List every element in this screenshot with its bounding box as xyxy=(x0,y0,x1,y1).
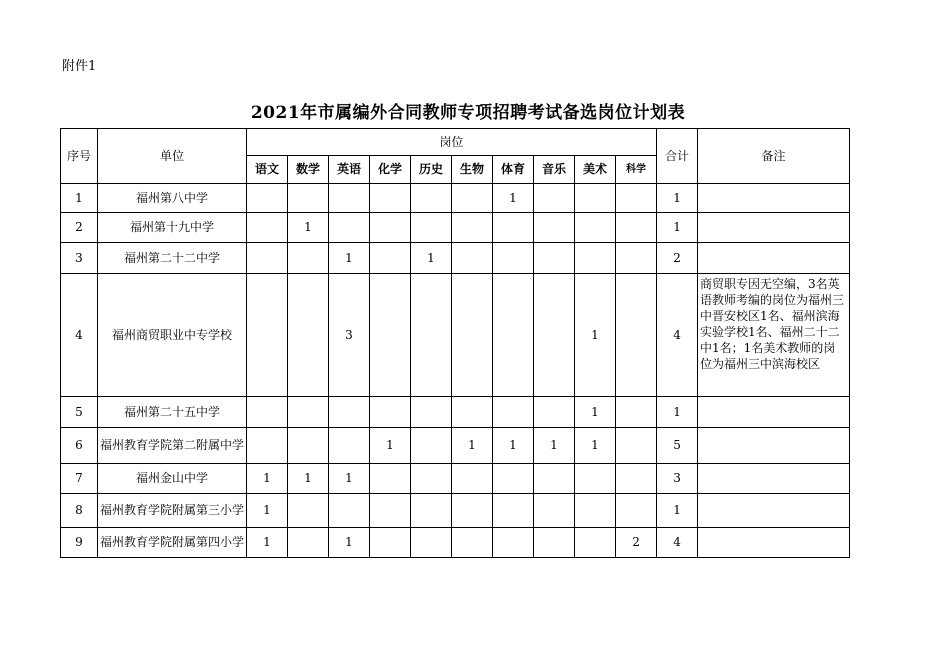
table-row xyxy=(61,464,850,494)
post-count-cell xyxy=(288,184,329,213)
row-seq: 8 xyxy=(61,494,98,528)
table-row xyxy=(61,494,850,528)
post-count-cell xyxy=(370,397,411,428)
attachment-label: 附件1 xyxy=(62,59,97,74)
post-count-cell xyxy=(493,464,534,494)
table-row xyxy=(61,184,850,213)
post-count-cell xyxy=(534,494,575,528)
post-count-cell xyxy=(411,213,452,243)
row-note xyxy=(698,494,850,528)
header-posts: 岗位 xyxy=(247,129,657,156)
post-count-cell xyxy=(575,464,616,494)
post-count-cell: 1 xyxy=(575,274,616,397)
row-note xyxy=(698,213,850,243)
row-note xyxy=(698,464,850,494)
header-total: 合计 xyxy=(657,129,698,184)
row-note xyxy=(698,428,850,464)
post-count-cell: 1 xyxy=(247,528,288,558)
header-unit: 单位 xyxy=(98,129,247,184)
post-count-cell xyxy=(288,528,329,558)
row-unit: 福州金山中学 xyxy=(98,464,247,494)
post-count-cell: 1 xyxy=(329,464,370,494)
subject-header: 语文 xyxy=(247,156,288,184)
row-total: 1 xyxy=(657,213,698,243)
post-count-cell xyxy=(452,397,493,428)
post-count-cell xyxy=(493,528,534,558)
post-count-cell xyxy=(534,528,575,558)
post-count-cell xyxy=(616,494,657,528)
post-count-cell: 2 xyxy=(616,528,657,558)
row-seq: 2 xyxy=(61,213,98,243)
post-count-cell xyxy=(329,428,370,464)
row-seq: 1 xyxy=(61,184,98,213)
post-count-cell xyxy=(575,528,616,558)
post-count-cell: 1 xyxy=(370,428,411,464)
row-seq: 5 xyxy=(61,397,98,428)
post-count-cell xyxy=(452,213,493,243)
post-count-cell xyxy=(411,428,452,464)
table-row xyxy=(61,428,850,464)
post-count-cell xyxy=(452,464,493,494)
post-count-cell xyxy=(575,494,616,528)
subject-header: 美术 xyxy=(575,156,616,184)
post-count-cell xyxy=(288,274,329,397)
row-seq: 7 xyxy=(61,464,98,494)
header-row xyxy=(61,129,850,156)
row-note: 商贸职专因无空编，3名英语教师考编的岗位为福州三中晋安校区1名、福州滨海实验学校1名、福州二十二中1名；1名美术教师的岗位为福州三中滨海校区 xyxy=(698,274,850,397)
post-count-cell xyxy=(534,397,575,428)
table-row xyxy=(61,243,850,274)
post-count-cell xyxy=(534,243,575,274)
subject-header: 历史 xyxy=(411,156,452,184)
row-total: 3 xyxy=(657,464,698,494)
row-total: 4 xyxy=(657,274,698,397)
row-unit: 福州第八中学 xyxy=(98,184,247,213)
post-count-cell xyxy=(534,213,575,243)
post-count-cell xyxy=(575,184,616,213)
post-count-cell xyxy=(370,243,411,274)
row-seq: 4 xyxy=(61,274,98,397)
subject-header: 化学 xyxy=(370,156,411,184)
post-count-cell: 1 xyxy=(411,243,452,274)
post-count-cell: 1 xyxy=(534,428,575,464)
post-count-cell xyxy=(452,528,493,558)
post-count-cell xyxy=(288,428,329,464)
row-note xyxy=(698,397,850,428)
subject-header: 英语 xyxy=(329,156,370,184)
table-row xyxy=(61,213,850,243)
post-count-cell: 1 xyxy=(329,243,370,274)
post-count-cell xyxy=(370,464,411,494)
row-unit: 福州教育学院第二附属中学 xyxy=(98,428,247,464)
post-count-cell xyxy=(370,274,411,397)
post-count-cell xyxy=(370,184,411,213)
post-count-cell xyxy=(411,397,452,428)
post-count-cell xyxy=(411,464,452,494)
subject-header: 数学 xyxy=(288,156,329,184)
row-note xyxy=(698,243,850,274)
row-total: 1 xyxy=(657,397,698,428)
post-count-cell xyxy=(493,494,534,528)
post-count-cell xyxy=(616,428,657,464)
post-count-cell: 1 xyxy=(288,213,329,243)
post-count-cell xyxy=(534,184,575,213)
row-unit: 福州第二十二中学 xyxy=(98,243,247,274)
row-unit: 福州第二十五中学 xyxy=(98,397,247,428)
subject-header: 生物 xyxy=(452,156,493,184)
row-seq: 3 xyxy=(61,243,98,274)
table-row xyxy=(61,397,850,428)
row-total: 1 xyxy=(657,494,698,528)
post-count-cell: 1 xyxy=(575,397,616,428)
subject-header: 音乐 xyxy=(534,156,575,184)
post-count-cell xyxy=(411,274,452,397)
post-count-cell xyxy=(452,274,493,397)
post-count-cell xyxy=(575,213,616,243)
row-note xyxy=(698,184,850,213)
post-count-cell xyxy=(247,274,288,397)
post-count-cell xyxy=(247,213,288,243)
post-count-cell: 1 xyxy=(493,184,534,213)
post-count-cell xyxy=(493,213,534,243)
post-count-cell xyxy=(411,528,452,558)
post-count-cell xyxy=(616,397,657,428)
post-count-cell xyxy=(329,397,370,428)
header-seq: 序号 xyxy=(61,129,98,184)
header-note: 备注 xyxy=(698,129,850,184)
row-unit: 福州第十九中学 xyxy=(98,213,247,243)
row-seq: 9 xyxy=(61,528,98,558)
subject-header: 科学 xyxy=(616,156,657,184)
post-count-cell xyxy=(370,213,411,243)
post-count-cell xyxy=(329,494,370,528)
post-count-cell xyxy=(247,243,288,274)
post-count-cell: 3 xyxy=(329,274,370,397)
post-count-cell xyxy=(288,397,329,428)
post-count-cell xyxy=(247,184,288,213)
post-count-cell xyxy=(616,213,657,243)
post-count-cell xyxy=(616,243,657,274)
post-count-cell xyxy=(575,243,616,274)
post-count-cell xyxy=(247,428,288,464)
post-count-cell xyxy=(452,243,493,274)
post-count-cell xyxy=(616,274,657,397)
post-count-cell: 1 xyxy=(247,464,288,494)
post-count-cell xyxy=(411,494,452,528)
table-row xyxy=(61,274,850,397)
row-total: 1 xyxy=(657,184,698,213)
post-count-cell xyxy=(288,243,329,274)
post-count-cell xyxy=(616,184,657,213)
post-count-cell xyxy=(452,184,493,213)
subject-header: 体育 xyxy=(493,156,534,184)
page-title: 2021年市属编外合同教师专项招聘考试备选岗位计划表 xyxy=(250,103,686,123)
post-count-cell xyxy=(288,494,329,528)
plan-table xyxy=(60,128,850,558)
post-count-cell xyxy=(247,397,288,428)
post-count-cell xyxy=(370,494,411,528)
row-total: 4 xyxy=(657,528,698,558)
table-row xyxy=(61,528,850,558)
post-count-cell: 1 xyxy=(452,428,493,464)
row-total: 2 xyxy=(657,243,698,274)
post-count-cell: 1 xyxy=(329,528,370,558)
row-total: 5 xyxy=(657,428,698,464)
post-count-cell xyxy=(329,184,370,213)
row-unit: 福州教育学院附属第四小学 xyxy=(98,528,247,558)
row-seq: 6 xyxy=(61,428,98,464)
post-count-cell xyxy=(534,274,575,397)
post-count-cell xyxy=(493,243,534,274)
row-unit: 福州教育学院附属第三小学 xyxy=(98,494,247,528)
row-unit: 福州商贸职业中专学校 xyxy=(98,274,247,397)
post-count-cell: 1 xyxy=(288,464,329,494)
post-count-cell xyxy=(493,274,534,397)
post-count-cell: 1 xyxy=(247,494,288,528)
post-count-cell xyxy=(329,213,370,243)
post-count-cell: 1 xyxy=(575,428,616,464)
post-count-cell xyxy=(493,397,534,428)
post-count-cell xyxy=(411,184,452,213)
post-count-cell xyxy=(534,464,575,494)
post-count-cell xyxy=(370,528,411,558)
post-count-cell xyxy=(452,494,493,528)
post-count-cell: 1 xyxy=(493,428,534,464)
row-note xyxy=(698,528,850,558)
post-count-cell xyxy=(616,464,657,494)
